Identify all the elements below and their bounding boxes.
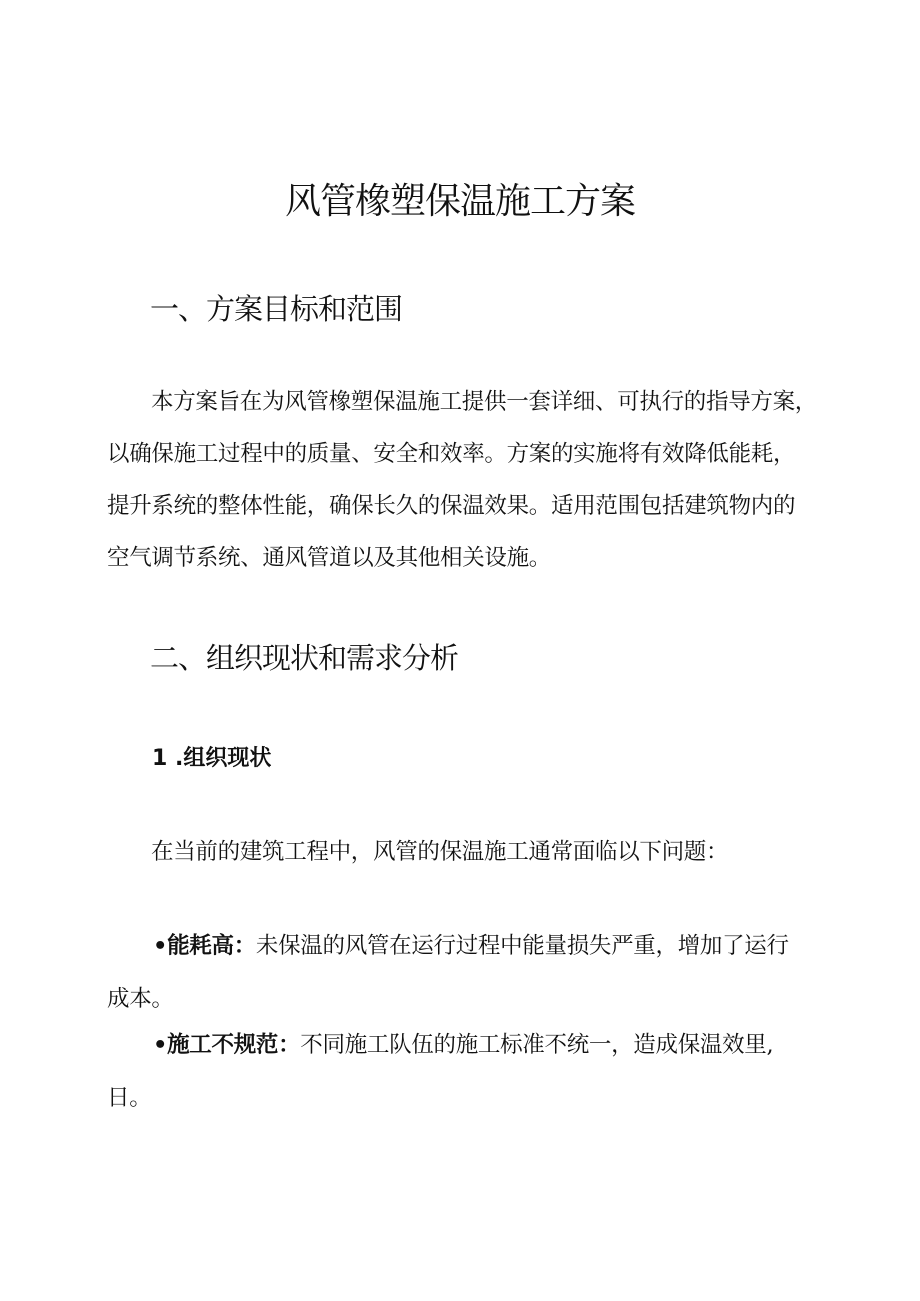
section-2-intro bbox=[151, 834, 867, 870]
bullet-continuation: 日。 bbox=[107, 1085, 152, 1111]
document-title: 风管橡塑保温施工方案 bbox=[284, 181, 635, 222]
bullet-marker: • bbox=[153, 933, 168, 959]
bullet-line bbox=[107, 1027, 823, 1080]
bullet-text: 未保温的风管在运行过程中能量损失严重，增加了运行 bbox=[255, 933, 789, 959]
bullet-label: 施工不规范： bbox=[167, 1032, 301, 1058]
bullet-marker: • bbox=[153, 1032, 168, 1058]
section-1-paragraph bbox=[107, 384, 823, 592]
intro-line: 在当前的建筑工程中，风管的保温施工通常面临以下问题： bbox=[151, 839, 729, 865]
paragraph-line: 空气调节系统、通风管道以及其他相关设施。 bbox=[107, 545, 552, 571]
bullet-item bbox=[107, 928, 823, 1011]
subsection-heading: 1 .组织现状 bbox=[152, 746, 272, 771]
bullet-continuation: 成本。 bbox=[107, 986, 174, 1012]
paragraph-line: 以确保施工过程中的质量、安全和效率。方案的实施将有效降低能耗， bbox=[107, 441, 796, 467]
bullet-label: 能耗高： bbox=[167, 933, 256, 959]
bullet-text: 不同施工队伍的施工标准不统一，造成保温效里, bbox=[300, 1032, 774, 1058]
bullet-item bbox=[107, 1027, 823, 1110]
section-1-heading: 一、方案目标和范围 bbox=[150, 292, 403, 326]
section-2-heading: 二、组织现状和需求分析 bbox=[150, 641, 459, 675]
bullet-line bbox=[107, 928, 823, 981]
paragraph-line: 本方案旨在为风管橡塑保温施工提供一套详细、可执行的指导方案， bbox=[151, 389, 818, 415]
paragraph-line: 提升系统的整体性能，确保长久的保温效果。适用范围包括建筑物内的 bbox=[107, 493, 796, 519]
